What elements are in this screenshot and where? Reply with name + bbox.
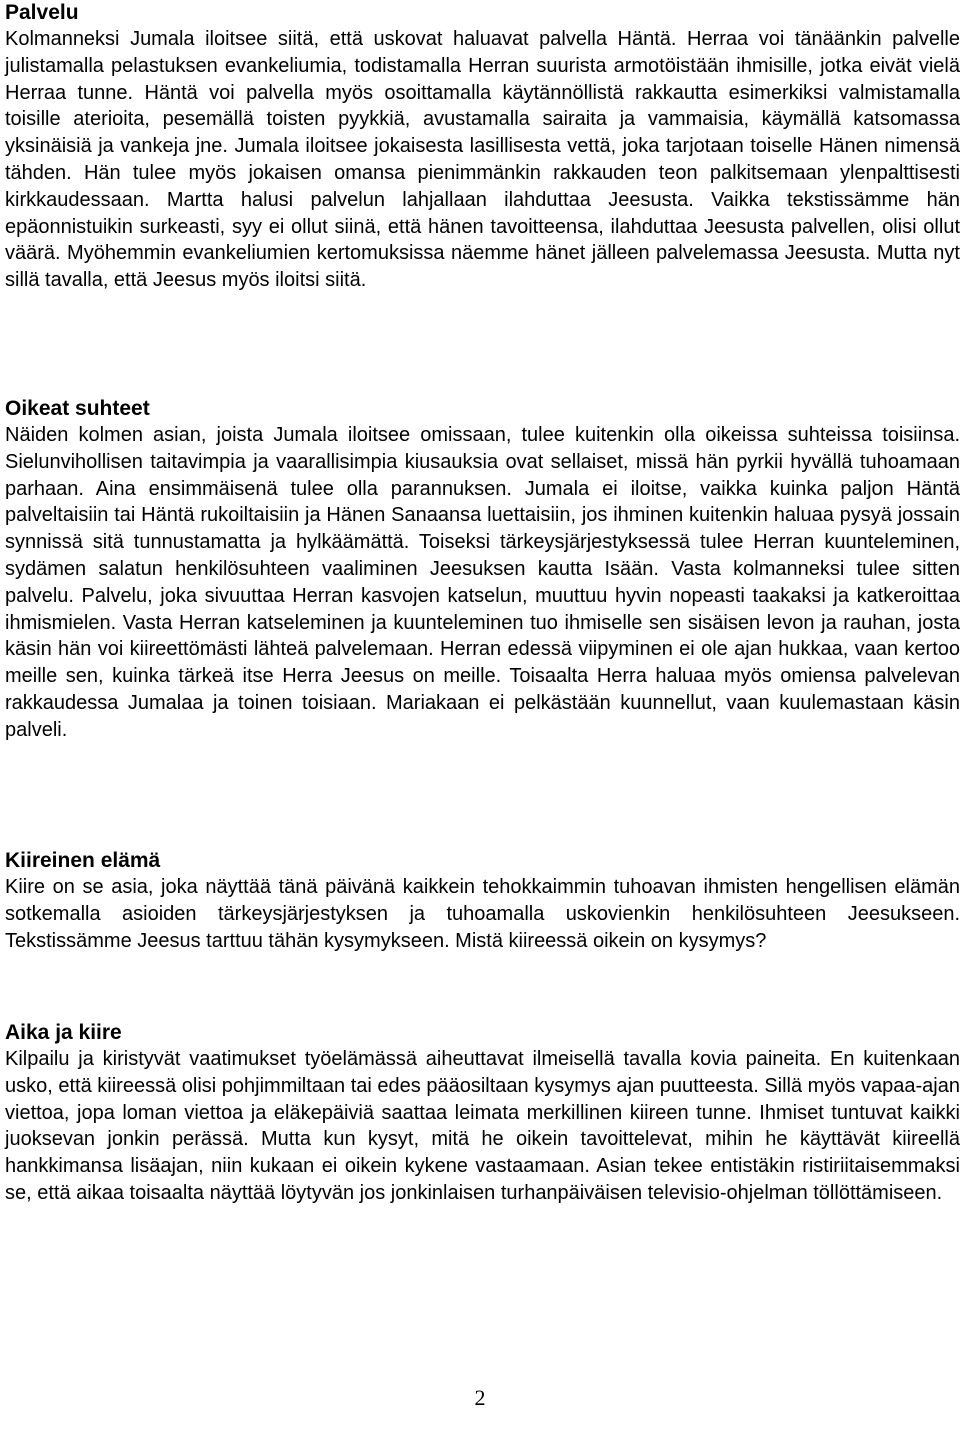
section-kiireinen-elama (5, 848, 960, 954)
section-palvelu (5, 0, 960, 294)
section-aika-ja-kiire (5, 1020, 960, 1207)
section-paragraph: Näiden kolmen asian, joista Jumala iloitsee omissaan, tulee kuitenkin olla oikeissa suhteissa toisiinsa. Sielunvihollisen taitavimpia ja vaarallisimpia kiusauksia ovat sellaiset, missä hän pyrkii hyvällä tuhoamaan parhaan. Aina ensimmäisenä tulee olla parannuksen. Jumala ei iloitse, vaikka kuinka paljon Häntä palveltaisiin tai Häntä rukoiltaisiin ja Hänen Sanaansa luettaisiin, jos ihminen kuitenkin haluaa pysyä jossain synnissä sitä tunnustamatta ja hylkäämättä. Toiseksi tärkeysjärjestyksessä tulee Herran kuunteleminen, sydämen salatun henkilösuhteen vaaliminen Jeesuksen kautta Isään. Vasta kolmanneksi tulee sitten palvelu. Palvelu, joka sivuuttaa Herran kasvojen katselun, muuttuu hyvin nopeasti taakaksi ja katkeroittaa ihmismielen. Vasta Herran katseleminen ja kuunteleminen tuo ihmiselle sen sisäisen levon ja rauhan, josta käsin hän voi kiireettömästi lähteä palvelemaan. Herran edessä viipyminen ei ole ajan hukkaa, vaan kertoo meille sen, kuinka tärkeä itse Herra Jeesus on meille. Toisaalta Herra haluaa myös omiensa palvelevan rakkaudessa Jumalaa ja toinen toisiaan. Mariakaan ei pelkästään kuunnellut, vaan kuulemastaan käsin palveli. (5, 424, 960, 741)
section-paragraph: Kilpailu ja kiristyvät vaatimukset työelämässä aiheuttavat ilmeisellä tavalla kovia paineita. En kuitenkaan usko, että kiireessä olisi pohjimmiltaan tai edes pääosiltaan kysymys ajan puutteesta. Sillä myös vapaa-ajan viettoa, jopa loman viettoa ja eläkepäiviä saattaa leimata merkillinen kiireen tunne. Ihmiset tuntuvat kaikki juoksevan jonkin perässä. Mutta kun kysyt, mitä he oikein tavoittelevat, mihin he käyttävät kiireellä hankkimansa lisäajan, niin kukaan ei oikein kykene vastaamaan. Asian tekee entistäkin ristiriitaisemmaksi se, että aikaa toisaalta näyttää löytyvän jos jonkinlaisen turhanpäiväisen televisio-ohjelman töllöttämiseen. (5, 1048, 960, 1204)
page-number: 2 (474, 1385, 486, 1410)
section-paragraph: Kiire on se asia, joka näyttää tänä päivänä kaikkein tehokkaimmin tuhoavan ihmisten hengellisen elämän sotkemalla asioiden tärkeysjärjestyksen ja tuhoamalla uskovienkin henkilösuhteen Jeesukseen. Tekstissämme Jeesus tarttuu tähän kysymykseen. Mistä kiireessä oikein on kysymys? (5, 876, 960, 952)
section-heading: Oikeat suhteet (5, 397, 150, 420)
section-oikeat-suhteet (5, 396, 960, 744)
section-heading: Aika ja kiire (5, 1021, 122, 1044)
section-heading: Kiireinen elämä (5, 849, 161, 872)
section-paragraph: Kolmanneksi Jumala iloitsee siitä, että uskovat haluavat palvella Häntä. Herraa voi tänäänkin palvelle julistamalla pelastuksen evankeliumia, todistamalla Herran suurista armotöistään ihmisille, jotka eivät vielä Herraa tunne. Häntä voi palvella myös osoittamalla käytännöllistä rakkautta esimerkiksi valmistamalla toisille aterioita, pesemällä toisten pyykkiä, avustamalla sairaita ja vammaisia, käymällä katsomassa yksinäisiä ja vankeja jne. Jumala iloitsee jokaisesta lasillisesta vettä, joka tarjotaan toiselle Hänen nimensä tähden. Hän tulee myös jokaisen omansa pienimmänkin rakkauden teon palkitsemaan ylenpalttisesti kirkkaudessaan. Martta halusi palvelun lahjallaan ilahduttaa Jeesusta. Vaikka tekstissämme hän epäonnistuikin surkeasti, syy ei ollut siinä, että hänen tavoitteensa, ilahduttaa Jeesusta palvellen, olisi ollut väärä. Myöhemmin evankeliumien kertomuksissa näemme hänet jälleen palvelemassa Jeesusta. Mutta nyt sillä tavalla, että Jeesus myös iloitsi siitä. (5, 28, 960, 292)
section-heading: Palvelu (5, 1, 79, 24)
